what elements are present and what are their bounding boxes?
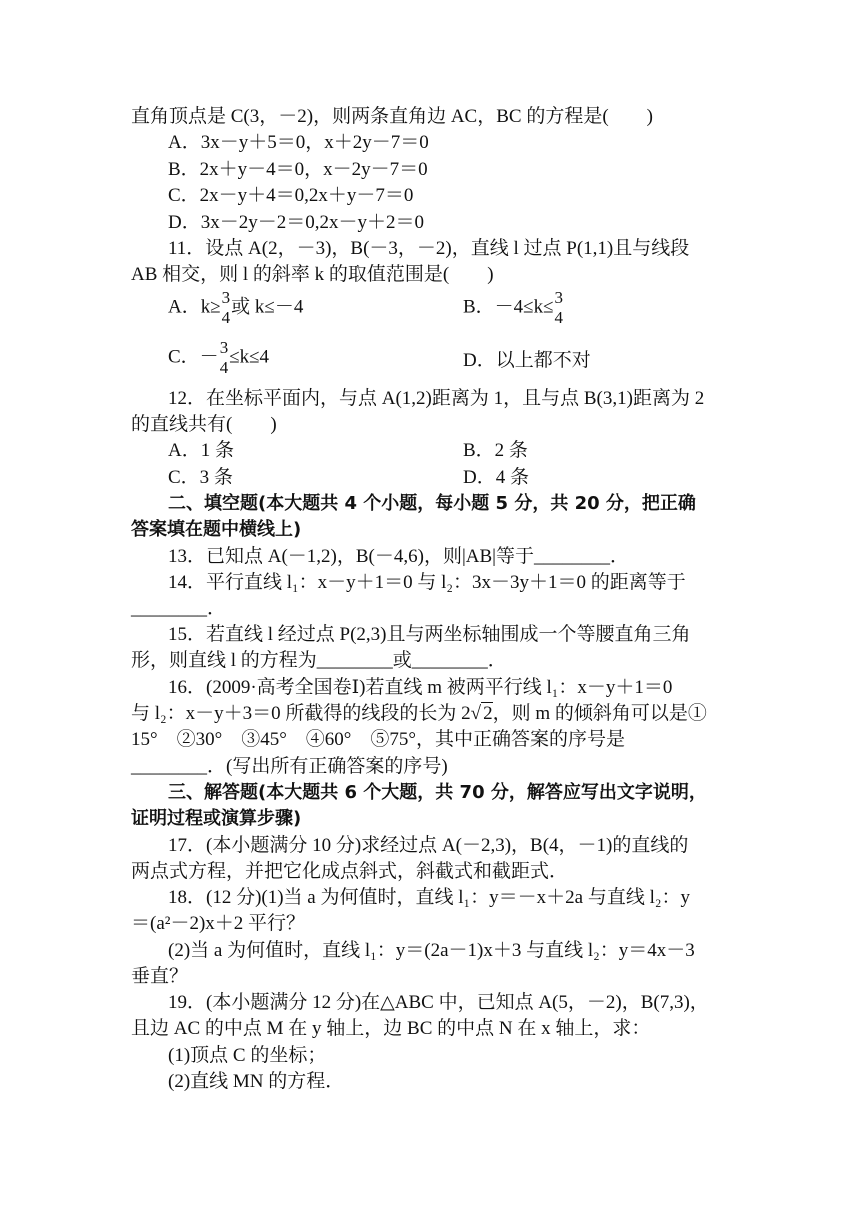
q12-option-d: D．4 条 — [463, 467, 529, 488]
q13: 13．已知点 A(－1,2)，B(－4,6)，则|AB|等于________． — [168, 546, 629, 567]
q12-line1: 12．在坐标平面内，与点 A(1,2)距离为 1，且与点 B(3,1)距离为 2 — [168, 388, 705, 409]
q18-line2: ＝(a²－2)x＋2 平行？ — [131, 913, 306, 934]
q11-b-denominator: 4 — [554, 308, 564, 327]
q10-option-d: D．3x－2y－2＝0,2x－y＋2＝0 — [168, 212, 424, 233]
q11-c-numerator: 3 — [219, 338, 229, 357]
q10-option-a: A．3x－y＋5＝0，x＋2y－7＝0 — [168, 132, 429, 153]
q17-line2: 两点式方程，并把它化成点斜式，斜截式和截距式． — [131, 861, 569, 882]
q11-option-c: C．－ 3 4 ≤k≤4 — [168, 338, 270, 377]
q10-option-c: C．2x－y＋4＝0,2x＋y－7＝0 — [168, 185, 414, 206]
q15-line1: 15．若直线 l 经过点 P(2,3)且与两坐标轴围成一个等腰直角三角 — [168, 624, 691, 645]
q11-line2: AB 相交，则 l 的斜率 k 的取值范围是( ) — [131, 264, 494, 285]
q15-line2: 形，则直线 l 的方程为________或________． — [131, 650, 507, 671]
section2-heading-line1: 二、填空题(本大题共 4 个小题，每小题 5 分，共 20 分，把正确 — [168, 493, 696, 514]
q12-option-a: A．1 条 — [168, 440, 234, 461]
q18-line4: 垂直？ — [131, 966, 189, 987]
q18-line1: 18．(12 分)(1)当 a 为何值时，直线 l₁：y＝－x＋2a 与直线 l₂：y — [168, 887, 690, 908]
q19-line4: (2)直线 MN 的方程． — [168, 1071, 345, 1092]
q16-line2: 与 l₂：x－y＋3＝0 所截得的线段的长为 2√ 2，则 m 的倾斜角可以是① — [131, 703, 707, 724]
q11-line1: 11．设点 A(2，－3)，B(－3，－2)，直线 l 过点 P(1,1)且与线段 — [168, 238, 690, 259]
q11-b-numerator: 3 — [554, 288, 564, 307]
q19-line1: 19．(本小题满分 12 分)在△ABC 中，已知点 A(5，－2)，B(7,3)， — [168, 992, 709, 1013]
section3-heading-line1: 三、解答题(本大题共 6 个大题，共 70 分，解答应写出文字说明， — [168, 782, 707, 803]
section3-heading-line2: 证明过程或演算步骤) — [131, 808, 302, 829]
q11-option-a: A．k≥ 3 4 或 k≤－4 — [168, 288, 304, 327]
q16-line1: 16．(2009·高考全国卷Ⅰ)若直线 m 被两平行线 l₁：x－y＋1＝0 — [168, 677, 673, 698]
q11-option-b: B．－4≤k≤ 3 4 — [463, 288, 564, 327]
q10-tail: 直角顶点是 C(3，－2)，则两条直角边 AC，BC 的方程是( ) — [131, 106, 653, 127]
q11-option-d: D．以上都不对 — [463, 350, 591, 371]
q19-line3: (1)顶点 C 的坐标； — [168, 1045, 327, 1066]
q12-option-b: B．2 条 — [463, 440, 528, 461]
q12-line2: 的直线共有( ) — [131, 414, 277, 435]
q12-option-c: C．3 条 — [168, 467, 233, 488]
q19-line2: 且边 AC 的中点 M 在 y 轴上，边 BC 的中点 N 在 x 轴上，求： — [131, 1018, 651, 1039]
q10-option-b: B．2x＋y－4＝0，x－2y－7＝0 — [168, 159, 428, 180]
q14-line1: 14．平行直线 l₁：x－y＋1＝0 与 l₂：3x－3y＋1＝0 的距离等于 — [168, 572, 686, 593]
radicand: 2 — [483, 703, 493, 724]
section2-heading-line2: 答案填在题中横线上) — [131, 519, 302, 540]
q11-a-denominator: 4 — [221, 308, 231, 327]
q11-c-denominator: 4 — [219, 358, 229, 377]
q14-line2: ________． — [131, 598, 227, 619]
q16-line3: 15° ②30° ③45° ④60° ⑤75°，其中正确答案的序号是 — [131, 729, 625, 750]
q11-a-numerator: 3 — [221, 288, 231, 307]
sqrt-symbol: √ — [470, 703, 482, 724]
q18-line3: (2)当 a 为何值时，直线 l₁：y＝(2a－1)x＋3 与直线 l₂：y＝4x－3 — [168, 940, 695, 961]
q17-line1: 17．(本小题满分 10 分)求经过点 A(－2,3)，B(4，－1)的直线的 — [168, 835, 689, 856]
q16-line4: ________．(写出所有正确答案的序号) — [131, 756, 448, 777]
